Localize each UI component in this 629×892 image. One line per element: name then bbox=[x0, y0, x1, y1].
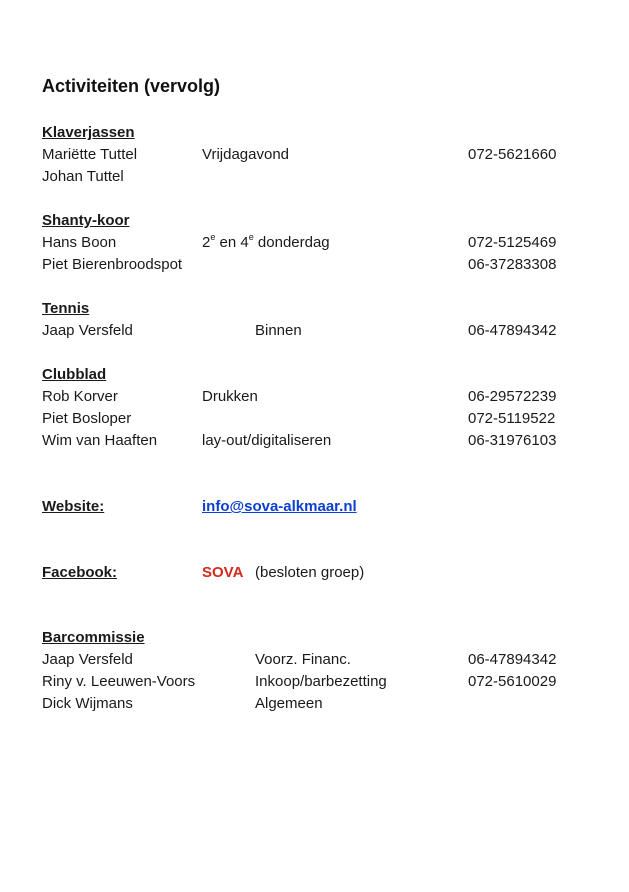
contact-name: Piet Bosloper bbox=[42, 410, 132, 427]
contact-name: Jaap Versfeld bbox=[42, 651, 133, 668]
contact-name: Jaap Versfeld bbox=[42, 322, 133, 339]
contact-row bbox=[42, 386, 602, 408]
contact-role: Binnen bbox=[255, 322, 302, 339]
contact-name: Riny v. Leeuwen-Voors bbox=[42, 673, 196, 690]
contact-phone: 06-47894342 bbox=[468, 651, 557, 668]
section-clubblad bbox=[42, 364, 602, 452]
contact-phone: 072-5621660 bbox=[468, 146, 557, 163]
facebook-line bbox=[42, 562, 602, 584]
role-text: 2 bbox=[202, 234, 211, 251]
role-text: donderdag bbox=[253, 234, 330, 251]
contact-phone: 072-5119522 bbox=[468, 410, 556, 427]
contact-name: Wim van Haaften bbox=[42, 432, 158, 449]
section-heading: Tennis bbox=[42, 300, 90, 317]
contact-row bbox=[42, 166, 602, 188]
section-heading: Klaverjassen bbox=[42, 124, 135, 141]
section-heading: Barcommissie bbox=[42, 629, 145, 646]
contact-phone: 06-47894342 bbox=[468, 322, 557, 339]
ordinal-suffix: e bbox=[210, 232, 216, 242]
section-klaverjassen bbox=[42, 122, 602, 188]
contact-name: Rob Korver bbox=[42, 388, 118, 405]
role-text: en 4 bbox=[215, 234, 249, 251]
contact-role: Inkoop/barbezetting bbox=[255, 673, 387, 690]
contact-phone: 06-37283308 bbox=[468, 256, 557, 273]
contact-row bbox=[42, 430, 602, 452]
website-label: Website: bbox=[42, 498, 105, 515]
section-shanty-koor bbox=[42, 210, 602, 276]
contact-row bbox=[42, 232, 602, 254]
section-heading: Shanty-koor bbox=[42, 212, 130, 229]
website-line bbox=[42, 496, 602, 518]
contact-row bbox=[42, 254, 602, 276]
contact-row bbox=[42, 671, 602, 693]
website-email-link[interactable]: info@sova-alkmaar.nl bbox=[202, 498, 357, 515]
contact-role: Algemeen bbox=[255, 695, 323, 712]
contact-row bbox=[42, 693, 602, 715]
contact-role: Vrijdagavond bbox=[202, 146, 290, 163]
contact-phone: 072-5125469 bbox=[468, 234, 557, 251]
contact-role: Voorz. Financ. bbox=[255, 651, 351, 668]
contact-phone: 06-31976103 bbox=[468, 432, 557, 449]
facebook-note: (besloten groep) bbox=[255, 564, 365, 581]
contact-name: Mariëtte Tuttel bbox=[42, 146, 138, 163]
ordinal-suffix: e bbox=[248, 232, 254, 242]
contact-name: Johan Tuttel bbox=[42, 168, 124, 185]
section-heading: Clubblad bbox=[42, 366, 107, 383]
contact-name: Piet Bierenbroodspot bbox=[42, 256, 183, 273]
section-barcommissie bbox=[42, 627, 602, 715]
contact-phone: 06-29572239 bbox=[468, 388, 557, 405]
contact-name: Dick Wijmans bbox=[42, 695, 133, 712]
section-tennis bbox=[42, 298, 602, 342]
contact-row bbox=[42, 144, 602, 166]
contact-role: lay-out/digitaliseren bbox=[202, 432, 332, 449]
contact-row bbox=[42, 649, 602, 671]
contact-row bbox=[42, 320, 602, 342]
contact-row bbox=[42, 408, 602, 430]
contact-role bbox=[202, 232, 330, 254]
facebook-label: Facebook: bbox=[42, 564, 118, 581]
facebook-brand: SOVA bbox=[202, 564, 244, 581]
page-title: Activiteiten (vervolg) bbox=[42, 76, 221, 96]
contact-phone: 072-5610029 bbox=[468, 673, 557, 690]
contact-role: Drukken bbox=[202, 388, 258, 405]
contact-name: Hans Boon bbox=[42, 234, 117, 251]
